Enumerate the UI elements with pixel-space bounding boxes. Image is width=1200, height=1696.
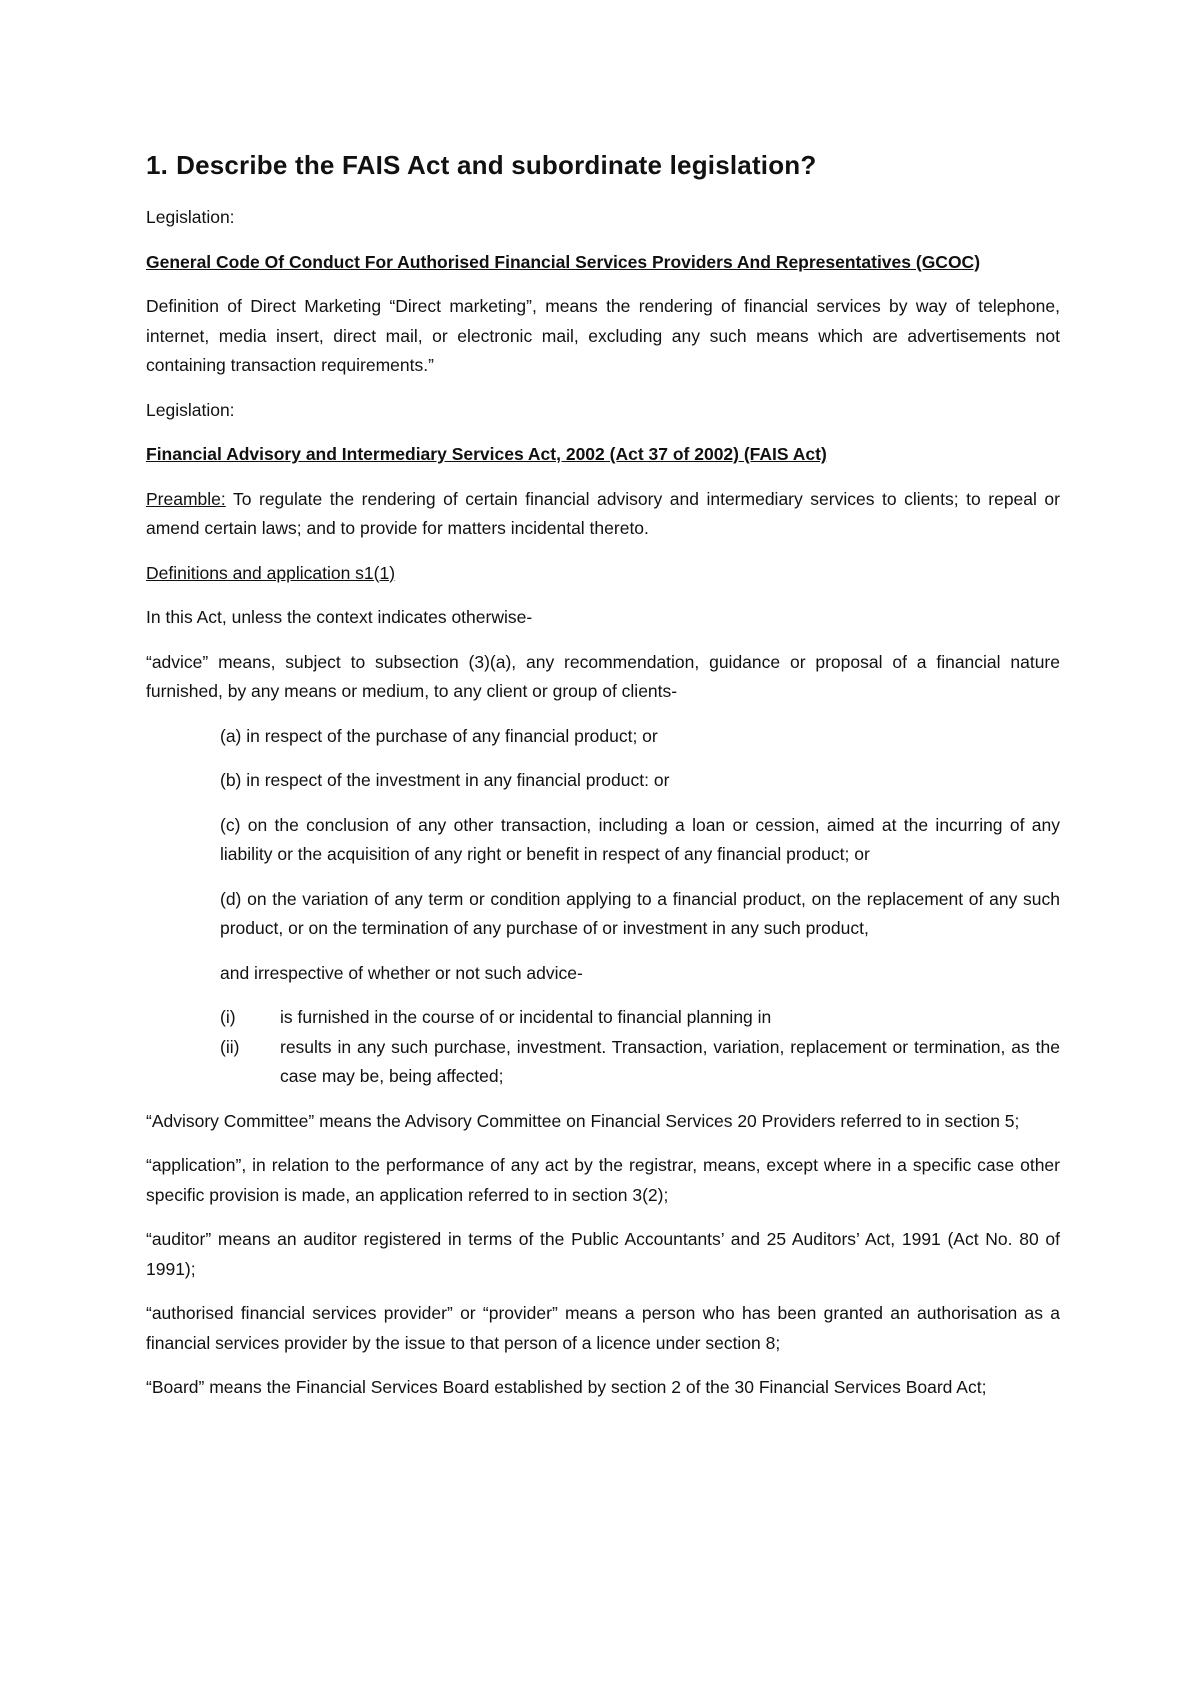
preamble [146, 485, 1060, 544]
advice-item-a: (a) in respect of the purchase of any financial product; or [220, 725, 658, 746]
page-title [146, 150, 1060, 181]
roman-text: results in any such purchase, investment. Transaction, variation, replacement or termination, as the case may be, being affected; [280, 1036, 1060, 1086]
advice-item-c: (c) on the conclusion of any other transaction, including a loan or cession, aimed at the incurring of any liability or the acquisition of any right or benefit in respect of any financial product; or [220, 814, 1060, 864]
document-page [146, 150, 1060, 1418]
definition-auditor: “auditor” means an auditor registered in terms of the Public Accountants’ and 25 Auditors’ Act, 1991 (Act No. 80 of 1991); [146, 1229, 1060, 1279]
preamble-text: To regulate the rendering of certain financial advisory and intermediary services to clients; to repeal or amend certain laws; and to provide for matters incidental thereto. [146, 488, 1060, 538]
context-line: In this Act, unless the context indicates otherwise- [146, 607, 533, 627]
legislation-label: Legislation: [146, 399, 235, 420]
preamble-label: Preamble: [146, 488, 226, 509]
gcoc-title: General Code Of Conduct For Authorised Financial Services Providers And Representatives (GCOC) [146, 251, 981, 272]
definition-board: “Board” means the Financial Services Board established by section 2 of the 30 Financial Services Board Act; [146, 1377, 987, 1397]
fais-act-title: Financial Advisory and Intermediary Services Act, 2002 (Act 37 of 2002) (FAIS Act) [146, 444, 827, 464]
roman-item [220, 1033, 1060, 1092]
legislation-label: Legislation: [146, 207, 235, 227]
advice-item-d: (d) on the variation of any term or condition applying to a financial product, on the replacement of any such product, or on the termination of any purchase of or investment in any such product, [220, 888, 1060, 938]
definitions-heading: Definitions and application s1(1) [146, 562, 396, 583]
roman-text: is furnished in the course of or incidental to financial planning in [280, 1007, 772, 1027]
definition-advisory-committee: “Advisory Committee” means the Advisory Committee on Financial Services 20 Providers referred to in section 5; [146, 1110, 1020, 1131]
roman-item [220, 1003, 1060, 1033]
roman-list [220, 1003, 1060, 1092]
roman-numeral: (ii) [220, 1036, 240, 1057]
definition-application: “application”, in relation to the performance of any act by the registrar, means, except where in a specific case other specific provision is made, an application referred to in section 3(2); [146, 1155, 1060, 1205]
heading-text: Describe the FAIS Act and subordinate legislation? [176, 150, 817, 180]
roman-numeral: (i) [220, 1007, 236, 1027]
advice-definition: “advice” means, subject to subsection (3)(a), any recommendation, guidance or proposal of a financial nature furnished, by any means or medium, to any client or group of clients- [146, 651, 1060, 701]
heading-number: 1. [146, 150, 169, 180]
definition-authorised-provider: “authorised financial services provider” or “provider” means a person who has been granted an authorisation as a financial services provider by the issue to that person of a licence under section 8; [146, 1303, 1060, 1353]
irrespective-line: and irrespective of whether or not such advice- [220, 962, 583, 983]
direct-marketing-definition: Definition of Direct Marketing “Direct marketing”, means the rendering of financial services by way of telephone, internet, media insert, direct mail, or electronic mail, excluding any such means which are advertisements not containing transaction requirements.” [146, 296, 1060, 375]
advice-item-b: (b) in respect of the investment in any financial product: or [220, 770, 670, 790]
